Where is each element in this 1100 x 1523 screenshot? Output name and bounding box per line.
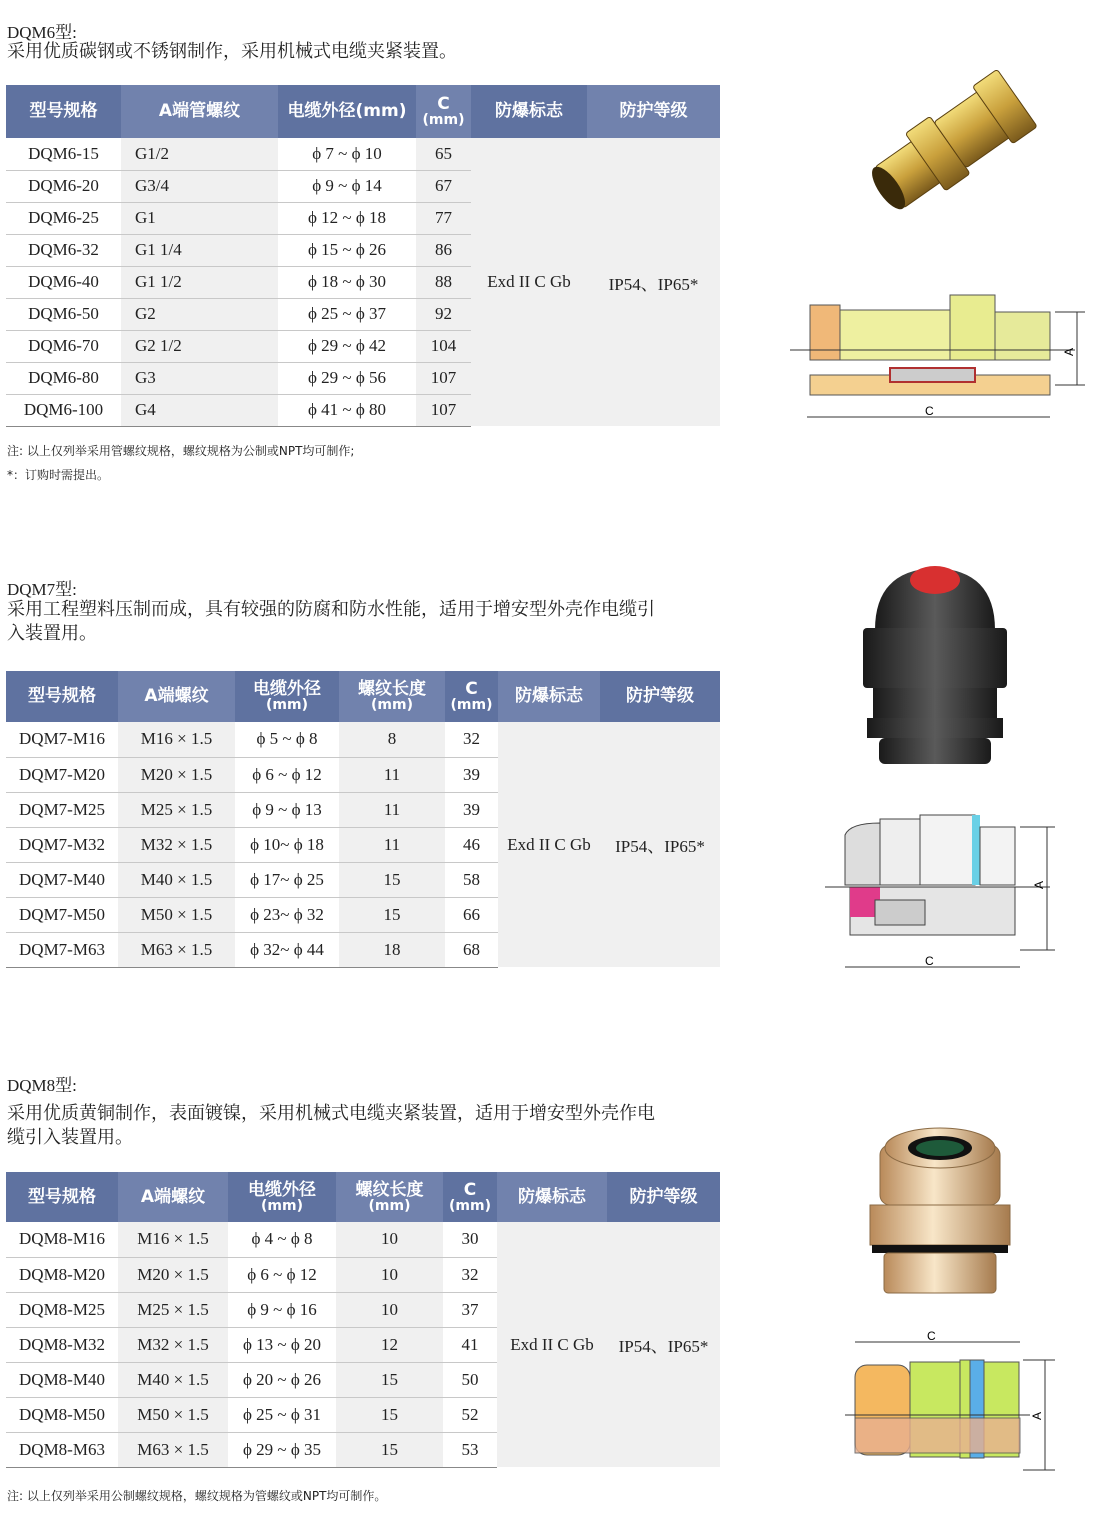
header-model: 型号规格 bbox=[6, 85, 121, 138]
cell-diameter: ϕ 12 ~ ϕ 18 bbox=[278, 202, 416, 234]
header-c-unit: (mm) bbox=[450, 697, 493, 713]
cell-model: DQM6-100 bbox=[6, 394, 121, 426]
cell-c: 46 bbox=[445, 827, 498, 862]
cell-c: 32 bbox=[443, 1257, 497, 1292]
cell-diameter: ϕ 5 ~ ϕ 8 bbox=[235, 722, 339, 757]
header-c-label: C bbox=[463, 1179, 477, 1200]
dqm8-product-photo bbox=[860, 1120, 1020, 1300]
cell-length: 15 bbox=[339, 862, 445, 897]
cell-c: 67 bbox=[416, 170, 471, 202]
header-length-unit: (mm) bbox=[368, 1197, 411, 1214]
cell-thread: M32 × 1.5 bbox=[118, 827, 235, 862]
cell-model: DQM6-25 bbox=[6, 202, 121, 234]
table-row bbox=[6, 138, 720, 170]
cell-model: DQM7-M32 bbox=[6, 827, 118, 862]
header-explosion: 防爆标志 bbox=[497, 1172, 607, 1222]
cell-c: 68 bbox=[445, 932, 498, 967]
header-model: 型号规格 bbox=[6, 671, 118, 722]
dqm8-note: 注: 以上仅列举采用公制螺纹规格，螺纹规格为管螺纹或NPT均可制作。 bbox=[7, 1489, 387, 1503]
cell-thread: M16 × 1.5 bbox=[118, 1222, 228, 1257]
cell-diameter: ϕ 9 ~ ϕ 13 bbox=[235, 792, 339, 827]
cell-thread: M32 × 1.5 bbox=[118, 1327, 228, 1362]
cell-diameter: ϕ 9 ~ ϕ 16 bbox=[228, 1292, 336, 1327]
cell-thread: G1 1/2 bbox=[121, 266, 278, 298]
dqm6-drawing-label-a: A bbox=[1062, 347, 1076, 356]
cell-length: 15 bbox=[336, 1362, 443, 1397]
cell-c: 86 bbox=[416, 234, 471, 266]
cell-c: 65 bbox=[416, 138, 471, 170]
header-diameter-unit: (mm) bbox=[266, 697, 308, 713]
cell-c: 41 bbox=[443, 1327, 497, 1362]
dqm7-model-title: DQM7型: bbox=[7, 580, 77, 599]
cell-model: DQM6-40 bbox=[6, 266, 121, 298]
cell-thread: G4 bbox=[121, 394, 278, 426]
cell-diameter: ϕ 29 ~ ϕ 42 bbox=[278, 330, 416, 362]
cell-diameter: ϕ 4 ~ ϕ 8 bbox=[228, 1222, 336, 1257]
cell-length: 11 bbox=[339, 757, 445, 792]
table-row bbox=[6, 1222, 720, 1257]
cell-explosion: Exd II C Gb bbox=[497, 1222, 607, 1467]
header-c bbox=[443, 1172, 497, 1222]
cell-protection: IP54、IP65* bbox=[600, 722, 720, 967]
dqm7-drawing-label-c: C bbox=[925, 954, 934, 968]
cell-diameter: ϕ 20 ~ ϕ 26 bbox=[228, 1362, 336, 1397]
header-thread: A端管螺纹 bbox=[121, 85, 278, 138]
cell-thread: M50 × 1.5 bbox=[118, 897, 235, 932]
cell-diameter: ϕ 13 ~ ϕ 20 bbox=[228, 1327, 336, 1362]
cell-diameter: ϕ 18 ~ ϕ 30 bbox=[278, 266, 416, 298]
dqm8-description-line-1: 采用优质黄铜制作，表面镀镍，采用机械式电缆夹紧装置，适用于增安型外壳作电 bbox=[7, 1103, 655, 1124]
dqm7-description-line-2: 入装置用。 bbox=[7, 623, 97, 644]
cell-thread: G2 1/2 bbox=[121, 330, 278, 362]
cell-model: DQM8-M25 bbox=[6, 1292, 118, 1327]
cell-diameter: ϕ 10~ ϕ 18 bbox=[235, 827, 339, 862]
cell-c: 104 bbox=[416, 330, 471, 362]
cell-thread: M63 × 1.5 bbox=[118, 932, 235, 967]
dqm8-spec-table bbox=[6, 1172, 720, 1468]
cell-diameter: ϕ 6 ~ ϕ 12 bbox=[228, 1257, 336, 1292]
cell-length: 10 bbox=[336, 1222, 443, 1257]
cell-thread: M25 × 1.5 bbox=[118, 792, 235, 827]
header-thread: A端螺纹 bbox=[118, 1172, 228, 1222]
cell-diameter: ϕ 6 ~ ϕ 12 bbox=[235, 757, 339, 792]
header-protection: 防护等级 bbox=[600, 671, 720, 722]
dqm8-drawing-label-a: A bbox=[1030, 1411, 1044, 1420]
cell-model: DQM8-M32 bbox=[6, 1327, 118, 1362]
cell-diameter: ϕ 29 ~ ϕ 56 bbox=[278, 362, 416, 394]
dqm6-product-photo bbox=[850, 55, 1050, 235]
header-length-unit: (mm) bbox=[371, 697, 413, 713]
header-length bbox=[336, 1172, 443, 1222]
cell-length: 11 bbox=[339, 827, 445, 862]
header-explosion: 防爆标志 bbox=[471, 85, 587, 138]
cell-diameter: ϕ 9 ~ ϕ 14 bbox=[278, 170, 416, 202]
cell-model: DQM7-M63 bbox=[6, 932, 118, 967]
cell-diameter: ϕ 25 ~ ϕ 31 bbox=[228, 1397, 336, 1432]
cell-diameter: ϕ 7 ~ ϕ 10 bbox=[278, 138, 416, 170]
cell-length: 15 bbox=[336, 1432, 443, 1467]
cell-c: 107 bbox=[416, 394, 471, 426]
cell-c: 39 bbox=[445, 757, 498, 792]
dqm6-drawing bbox=[785, 290, 1085, 425]
cell-thread: G1 1/4 bbox=[121, 234, 278, 266]
dqm6-description: 采用优质碳钢或不锈钢制作，采用机械式电缆夹紧装置。 bbox=[7, 41, 457, 62]
cell-length: 15 bbox=[339, 897, 445, 932]
header-diameter-label: 电缆外径 bbox=[253, 679, 321, 699]
cell-length: 10 bbox=[336, 1257, 443, 1292]
cell-length: 8 bbox=[339, 722, 445, 757]
cell-thread: G1 bbox=[121, 202, 278, 234]
cell-diameter: ϕ 41 ~ ϕ 80 bbox=[278, 394, 416, 426]
cell-thread: G1/2 bbox=[121, 138, 278, 170]
cell-model: DQM6-32 bbox=[6, 234, 121, 266]
cell-model: DQM6-50 bbox=[6, 298, 121, 330]
header-diameter-unit: (mm) bbox=[261, 1197, 303, 1214]
cell-explosion: Exd II C Gb bbox=[498, 722, 600, 967]
cell-thread: M25 × 1.5 bbox=[118, 1292, 228, 1327]
cell-model: DQM8-M20 bbox=[6, 1257, 118, 1292]
header-protection: 防护等级 bbox=[587, 85, 720, 138]
header-thread: A端螺纹 bbox=[118, 671, 235, 722]
cell-diameter: ϕ 32~ ϕ 44 bbox=[235, 932, 339, 967]
cell-diameter: ϕ 29 ~ ϕ 35 bbox=[228, 1432, 336, 1467]
dqm7-drawing bbox=[825, 815, 1060, 975]
cell-c: 77 bbox=[416, 202, 471, 234]
header-c bbox=[416, 85, 471, 138]
cell-c: 58 bbox=[445, 862, 498, 897]
header-c-label: C bbox=[465, 679, 478, 699]
header-c-unit: (mm) bbox=[449, 1197, 491, 1214]
cell-model: DQM6-70 bbox=[6, 330, 121, 362]
dqm6-drawing-label-c: C bbox=[925, 404, 934, 418]
cell-thread: M40 × 1.5 bbox=[118, 862, 235, 897]
dqm6-note-2: *：订购时需提出。 bbox=[7, 468, 110, 482]
header-diameter bbox=[235, 671, 339, 722]
cell-c: 39 bbox=[445, 792, 498, 827]
cell-c: 52 bbox=[443, 1397, 497, 1432]
dqm8-drawing bbox=[845, 1330, 1060, 1480]
dqm8-description-line-2: 缆引入装置用。 bbox=[7, 1127, 133, 1148]
cell-c: 32 bbox=[445, 722, 498, 757]
cell-thread: M50 × 1.5 bbox=[118, 1397, 228, 1432]
cell-protection: IP54、IP65* bbox=[587, 138, 720, 426]
header-diameter: 电缆外径(mm) bbox=[278, 85, 416, 138]
cell-c: 92 bbox=[416, 298, 471, 330]
header-length-label: 螺纹长度 bbox=[358, 679, 426, 699]
cell-model: DQM6-80 bbox=[6, 362, 121, 394]
cell-c: 66 bbox=[445, 897, 498, 932]
cell-thread: M40 × 1.5 bbox=[118, 1362, 228, 1397]
cell-thread: M20 × 1.5 bbox=[118, 1257, 228, 1292]
cell-length: 10 bbox=[336, 1292, 443, 1327]
dqm6-spec-table bbox=[6, 85, 720, 427]
cell-model: DQM7-M20 bbox=[6, 757, 118, 792]
cell-c: 37 bbox=[443, 1292, 497, 1327]
cell-model: DQM6-15 bbox=[6, 138, 121, 170]
cell-model: DQM7-M25 bbox=[6, 792, 118, 827]
cell-diameter: ϕ 15 ~ ϕ 26 bbox=[278, 234, 416, 266]
dqm7-spec-table bbox=[6, 671, 720, 968]
cell-diameter: ϕ 17~ ϕ 25 bbox=[235, 862, 339, 897]
cell-length: 11 bbox=[339, 792, 445, 827]
dqm7-product-photo bbox=[855, 560, 1015, 775]
header-c-unit: (mm) bbox=[422, 112, 465, 128]
header-c bbox=[445, 671, 498, 722]
cell-c: 53 bbox=[443, 1432, 497, 1467]
cell-model: DQM8-M40 bbox=[6, 1362, 118, 1397]
dqm7-drawing-label-a: A bbox=[1032, 880, 1046, 889]
cell-model: DQM8-M63 bbox=[6, 1432, 118, 1467]
dqm6-model-title: DQM6型: bbox=[7, 23, 77, 42]
cell-thread: G3 bbox=[121, 362, 278, 394]
table-row bbox=[6, 722, 720, 757]
dqm6-note-1: 注: 以上仅列举采用管螺纹规格，螺纹规格为公制或NPT均可制作; bbox=[7, 444, 355, 458]
cell-model: DQM8-M16 bbox=[6, 1222, 118, 1257]
cell-c: 88 bbox=[416, 266, 471, 298]
header-explosion: 防爆标志 bbox=[498, 671, 600, 722]
cell-model: DQM6-20 bbox=[6, 170, 121, 202]
cell-thread: M20 × 1.5 bbox=[118, 757, 235, 792]
dqm8-drawing-label-c: C bbox=[927, 1329, 936, 1343]
cell-diameter: ϕ 25 ~ ϕ 37 bbox=[278, 298, 416, 330]
cell-thread: G3/4 bbox=[121, 170, 278, 202]
cell-length: 18 bbox=[339, 932, 445, 967]
cell-c: 107 bbox=[416, 362, 471, 394]
header-length-label: 螺纹长度 bbox=[355, 1179, 424, 1200]
header-diameter-label: 电缆外径 bbox=[248, 1179, 316, 1200]
cell-thread: M63 × 1.5 bbox=[118, 1432, 228, 1467]
cell-c: 30 bbox=[443, 1222, 497, 1257]
dqm8-model-title: DQM8型: bbox=[7, 1076, 77, 1095]
cell-model: DQM7-M50 bbox=[6, 897, 118, 932]
cell-length: 15 bbox=[336, 1397, 443, 1432]
cell-diameter: ϕ 23~ ϕ 32 bbox=[235, 897, 339, 932]
cell-model: DQM7-M40 bbox=[6, 862, 118, 897]
cell-c: 50 bbox=[443, 1362, 497, 1397]
cell-thread: M16 × 1.5 bbox=[118, 722, 235, 757]
cell-thread: G2 bbox=[121, 298, 278, 330]
cell-model: DQM7-M16 bbox=[6, 722, 118, 757]
dqm7-description-line-1: 采用工程塑料压制而成，具有较强的防腐和防水性能，适用于增安型外壳作电缆引 bbox=[7, 599, 655, 620]
cell-protection: IP54、IP65* bbox=[607, 1222, 720, 1467]
header-c-label: C bbox=[437, 94, 450, 114]
cell-explosion: Exd II C Gb bbox=[471, 138, 587, 426]
header-model: 型号规格 bbox=[6, 1172, 118, 1222]
header-length bbox=[339, 671, 445, 722]
cell-length: 12 bbox=[336, 1327, 443, 1362]
cell-model: DQM8-M50 bbox=[6, 1397, 118, 1432]
header-protection: 防护等级 bbox=[607, 1172, 720, 1222]
header-diameter bbox=[228, 1172, 336, 1222]
